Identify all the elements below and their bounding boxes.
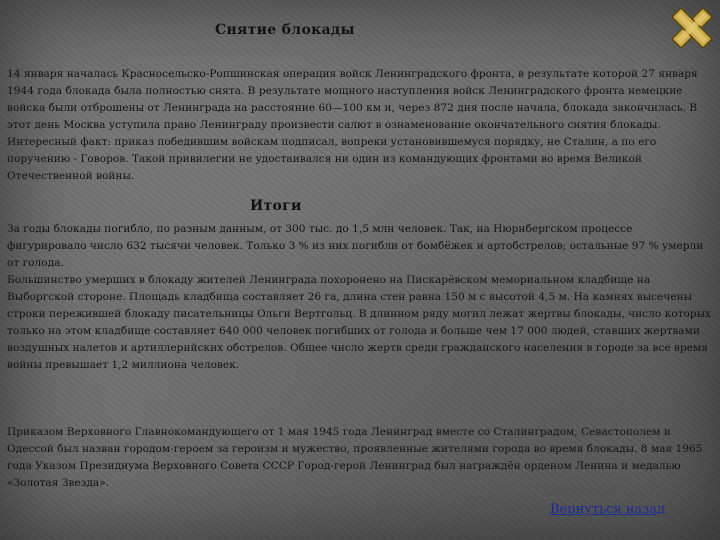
close-x-icon[interactable] [668, 5, 716, 51]
paragraph-piskarevskoye-cemetery: Большинство умерших в блокаду жителей Ленинграда похоронено на Пискарёвском мемориальном кладбище на Выборгской стороне. Площадь кладбища составляет 26 га, длина стен равна 150 м с высотой 4,5 м. На камнях высечены строки пережившей блокаду писательницы Ольги Вертгольц. В длинном ряду могил лежат жертвы блокады, число которых только на этом кладбище составляет 640 000 человек погибших от голода и больше чем 17 000 людей, ставших жертвами воздушных налетов и артиллерийских обстрелов. Общее число жертв среди гражданского населения в городе за все время войны превышает 1,2 миллиона человек. [7, 274, 712, 371]
results-heading: Итоги [250, 198, 302, 214]
back-link[interactable]: Вернуться назад [550, 502, 666, 517]
paragraph-hero-city: Приказом Верховного Главнокомандующего от 1 мая 1945 года Ленинград вместе со Сталинградом, Севастополем и Одессой был назван городом-героем за героизм и мужество, проявленные жителями города во время блокады. 8 мая 1965 года Указом Президиума Верховного Совета СССР Город-герой Ленинград был награждён орденом Ленина и медалью «Золотая Звезда». [7, 426, 703, 489]
paragraph-blockade-lifting: 14 января началась Красносельско-Ропшинская операция войск Ленинградского фронта, в результате которой 27 января 1944 года блокада была полностью снята. В результате мощного наступления войск Ленинградского фронта немецкие войска были отброшены от Ленинграда на расстояние 60—100 км и, через 872 дня после начала, блокада закончилась. В этот день Москва уступила право Ленинграду произвести салют в ознаменование окончательного снятия блокады. Интересный факт: приказ победившим войскам подписал, вопреки установившемуся порядку, не Сталин, а по его поручению - Говоров. Такой привилегии не удостаивался ни один из командующих фронтами во время Великой Отечественной войны. [7, 68, 698, 182]
page-title: Снятие блокады [215, 22, 355, 38]
paragraph-casualties: За годы блокады погибло, по разным данным, от 300 тыс. до 1,5 млн человек. Так, на Нюрнбергском процессе фигурировало число 632 тысячи человек. Только 3 % из них погибли от бомбёжек и артобстрелов; остальные 97 % умерли от голода. [7, 223, 704, 269]
